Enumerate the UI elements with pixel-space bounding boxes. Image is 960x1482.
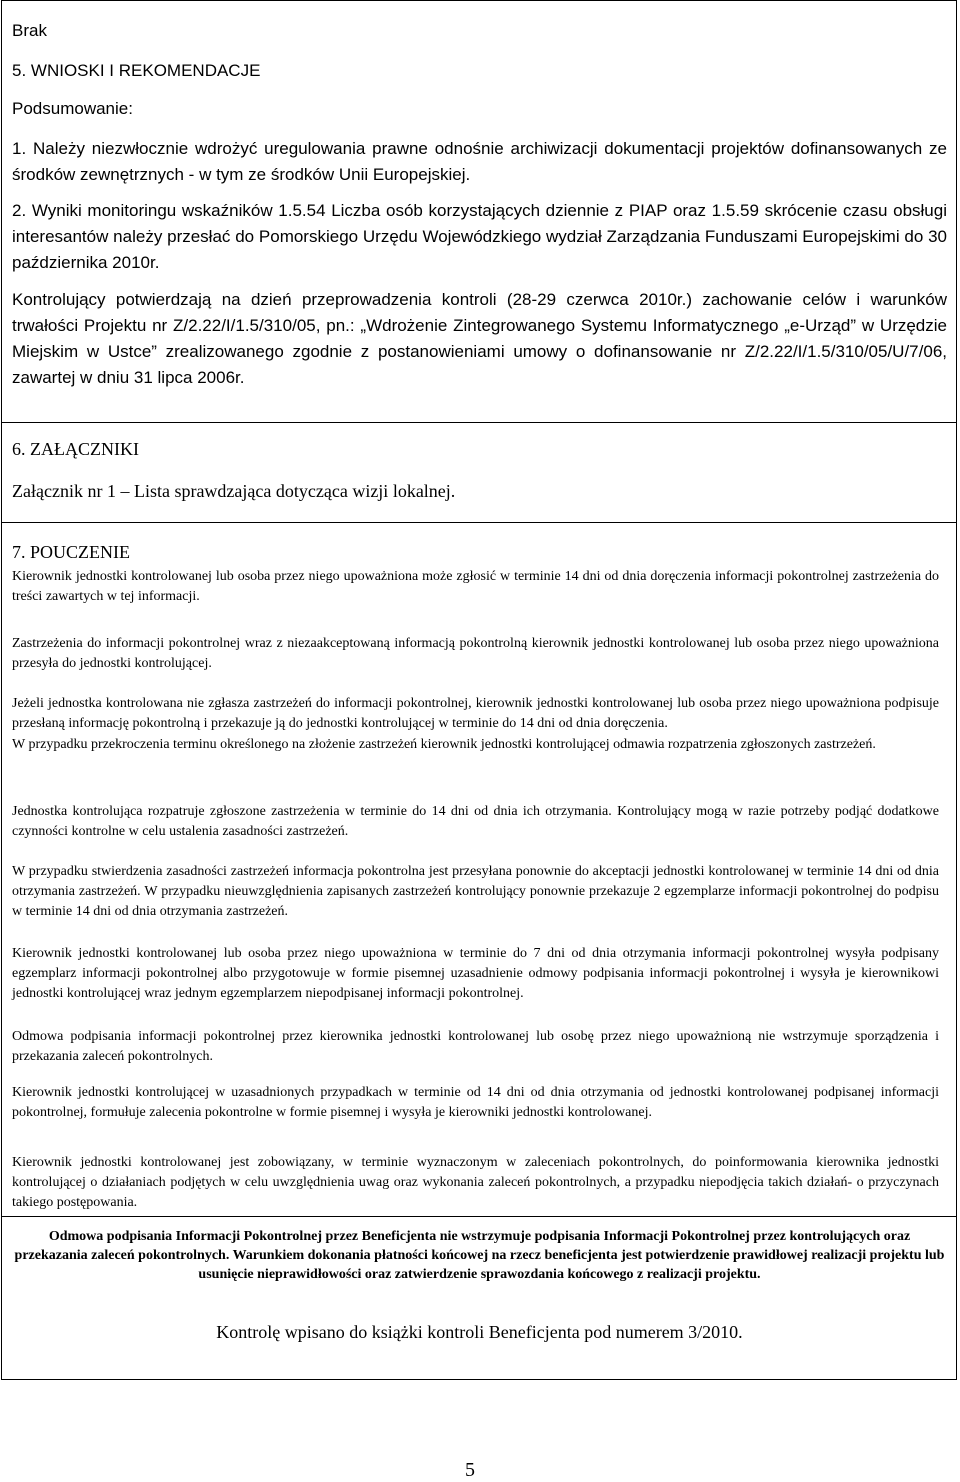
section-divider	[1, 522, 957, 523]
recommendation-1: 1. Należy niezwłocznie wdrożyć uregulowania prawne odnośnie archiwizacji dokumentacji projektów dofinansowanych ze środków zewnętrznych - w tym ze środków Unii Europejskiej.	[12, 139, 947, 184]
instruction-paragraph: Kierownik jednostki kontrolującej w uzasadnionych przypadkach w terminie od 14 dni od dnia otrzymania od jednostki kontrolowanej podpisanej informacji pokontrolnej, formułuje zalecenia pokontrolne w formie pisemnej i wysyła je kierowniki jednostki kontrolowanej.	[12, 1085, 939, 1120]
attachment-1: Załącznik nr 1 – Lista sprawdzająca dotycząca wizji lokalnej.	[12, 481, 456, 501]
controllers-confirmation: Kontrolujący potwierdzają na dzień przeprowadzenia kontroli (28-29 czerwca 2010r.) zachowanie celów i warunków trwałości Projektu nr Z/2.22/I/1.5/310/05, pn.: „Wdrożenie Zintegrowanego Systemu Informatycznego „e-Urząd” w Urzędzie Miejskim w Ustce” zrealizowanego zgodnie z postanowieniami umowy o dofinansowanie nr Z/2.22/I/1.5/310/05/U/7/06, zawartej w dniu 31 lipca 2006r.	[12, 290, 947, 387]
section-7-title: 7. POUCZENIE	[12, 542, 130, 562]
payment-notice: Odmowa podpisania Informacji Pokontrolnej przez Beneficjenta nie wstrzymuje podpisania Informacji Pokontrolnej przez kontrolujących oraz przekazania zaleceń pokontrolnych. Warunkiem dokonania płatności końcowej na rzecz beneficjenta jest potwierdzenie prawidłowej realizacji projektu lub usunięcie nieprawidłowości oraz zatwierdzenie sprawozdania końcowego z realizacji projektu.	[14, 1229, 945, 1282]
control-book-entry: Kontrolę wpisano do książki kontroli Beneficjenta pod numerem 3/2010.	[216, 1322, 743, 1342]
summary-label: Podsumowanie:	[12, 99, 133, 118]
section-6-title: 6. ZAŁĄCZNIKI	[12, 439, 139, 459]
section-divider-top	[1, 422, 957, 423]
instruction-paragraph: Jednostka kontrolująca rozpatruje zgłoszone zastrzeżenia w terminie do 14 dni od dnia ich otrzymania. Kontrolujący mogą w razie potrzeby podjąć dodatkowe czynności kontrolne w celu ustalenia zasadności zastrzeżeń.	[12, 804, 939, 839]
instruction-paragraph: Kierownik jednostki kontrolowanej lub osoba przez niego upoważniona może zgłosić w terminie 14 dni od dnia doręczenia informacji pokontrolnej zastrzeżenia do treści zawartych w tej informacji.	[12, 569, 939, 604]
instruction-paragraph: Odmowa podpisania informacji pokontrolnej przez kierownika jednostki kontrolowanej lub osobę przez niego upoważnioną nie wstrzymuje sporządzenia i przekazania zaleceń pokontrolnych.	[12, 1029, 939, 1064]
instruction-paragraph: W przypadku stwierdzenia zasadności zastrzeżeń informacja pokontrolna jest przesyłana ponownie do akceptacji jednostki kontrolowanej w terminie 14 dni od dnia otrzymania zastrzeżeń. W przypadku nieuwzględnienia zapisanych zastrzeżeń kontrolujący ponownie przekazuje 2 egzemplarze informacji pokontrolnej do podpisu w terminie 14 dni od dnia otrzymania zastrzeżeń.	[12, 864, 939, 919]
instruction-paragraph: W przypadku przekroczenia terminu określonego na złożenie zastrzeżeń kierownik jednostki kontrolującej odmawia rozpatrzenia zgłoszonych zastrzeżeń.	[12, 737, 876, 752]
status-brak: Brak	[12, 21, 47, 40]
page-number: 5	[465, 1459, 475, 1481]
instruction-paragraph: Kierownik jednostki kontrolowanej lub osoba przez niego upoważniona w terminie do 7 dni od dnia otrzymania informacji pokontrolnej wysyła podpisany egzemplarz informacji pokontrolnej albo przygotowuje w formie pisemnej uzasadnienie odmowy podpisania informacji pokontrolnej i wysyła je kierownikowi jednostki kontrolującej wraz jednym egzemplarzem niepodpisanej informacji pokontrolnej.	[12, 946, 939, 1001]
instruction-paragraph: Jeżeli jednostka kontrolowana nie zgłasza zastrzeżeń do informacji pokontrolnej, kierownik jednostki kontrolowanej lub osoba przez niego upoważniona podpisuje przesłaną informację pokontrolną i przekazuje ją do jednostki kontrolującej w terminie do 14 dni od dnia doręczenia.	[12, 696, 939, 731]
notice-divider	[1, 1216, 957, 1217]
instruction-paragraph: Kierownik jednostki kontrolowanej jest zobowiązany, w terminie wyznaczonym w zaleceniach pokontrolnych, do poinformowania kierownika jednostki kontrolującej o działaniach podjętych w celu uwzględnienia uwag oraz wykonania zaleceń pokontrolnych, a przypadku niepodjęcia takich działań- o przyczynach takiego postępowania.	[12, 1155, 939, 1210]
section-5-title: 5. WNIOSKI I REKOMENDACJE	[12, 61, 261, 80]
instruction-paragraph: Zastrzeżenia do informacji pokontrolnej wraz z niezaakceptowaną informacją pokontrolną kierownik jednostki kontrolowanej lub osoba przez niego upoważniona przesyła do jednostki kontrolującej.	[12, 636, 939, 671]
recommendation-2: 2. Wyniki monitoringu wskaźników 1.5.54 Liczba osób korzystających dziennie z PIAP oraz 1.5.59 skrócenie czasu obsługi interesantów należy przesłać do Pomorskiego Urzędu Wojewódzkiego wydział Zarządzania Funduszami Europejskimi do 30 października 2010r.	[12, 201, 947, 272]
